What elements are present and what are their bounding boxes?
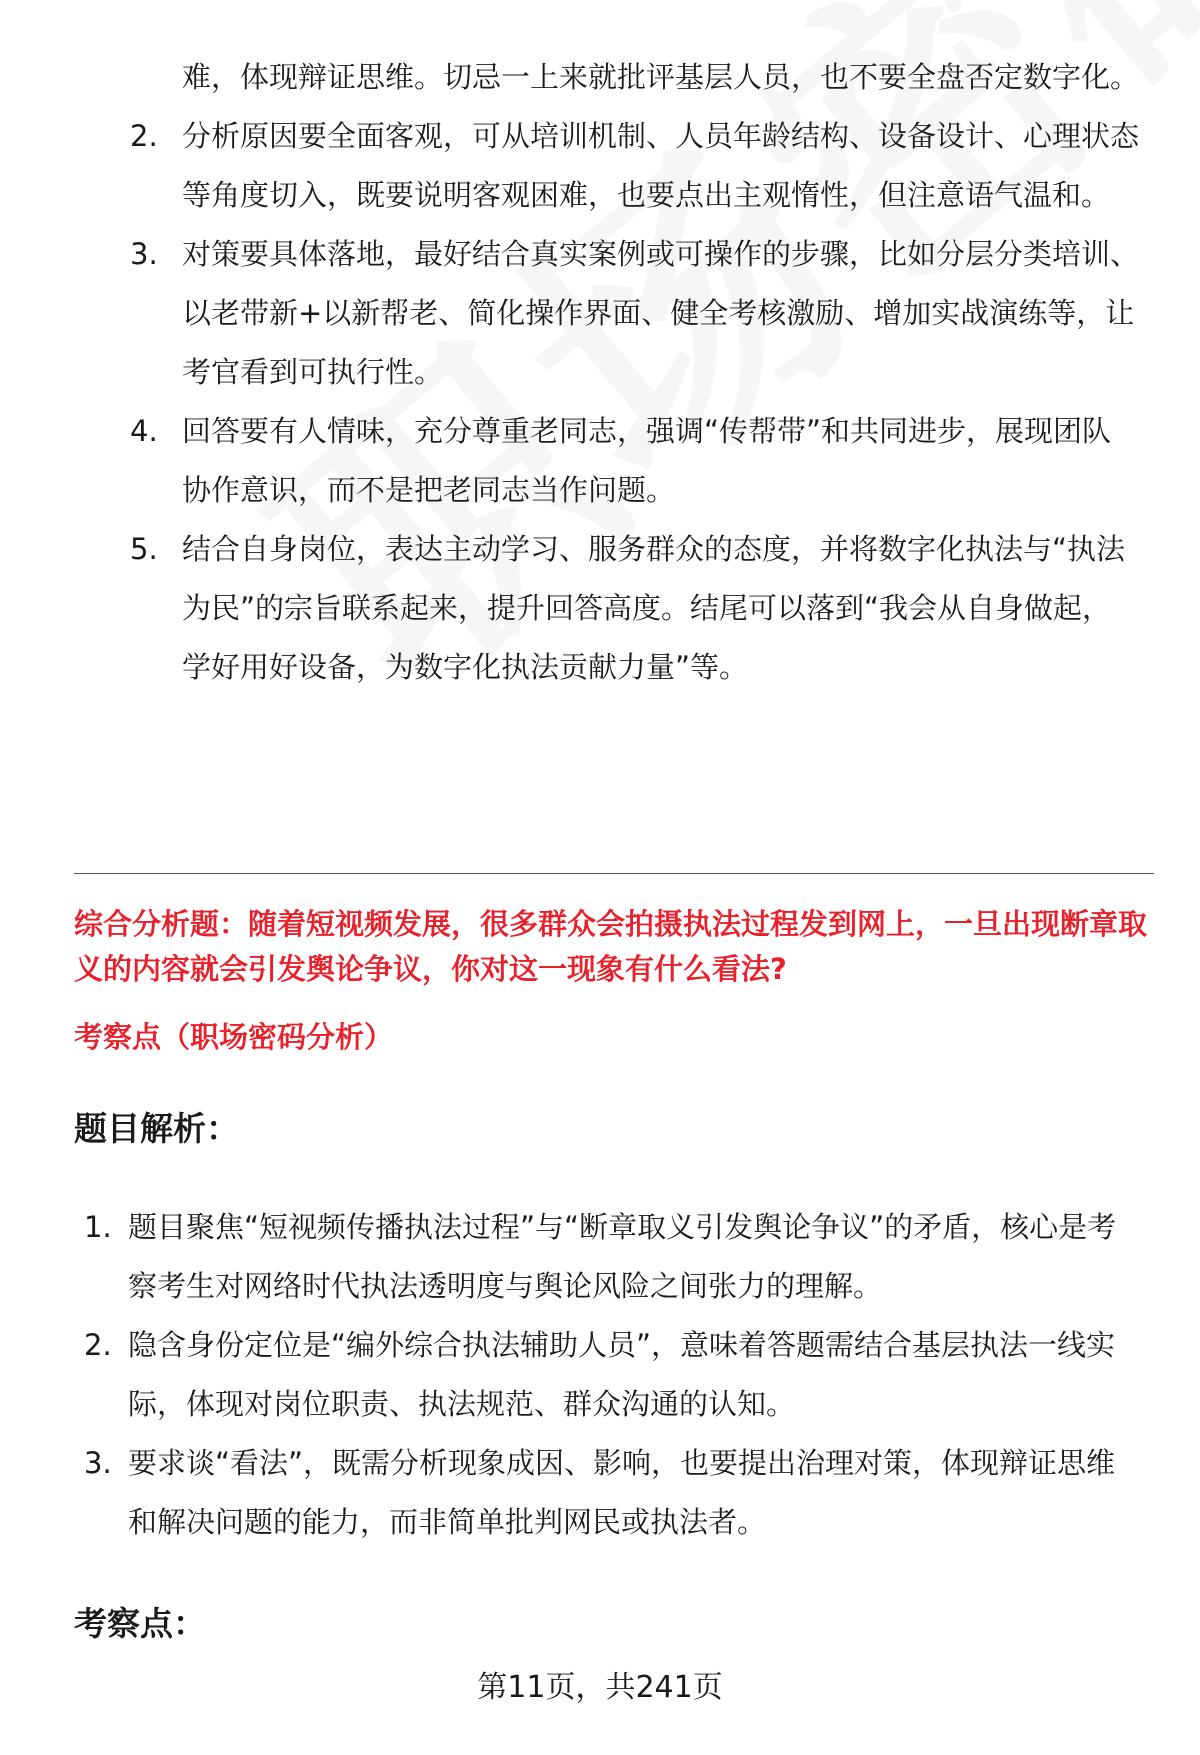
analysis-list: [84, 1198, 1144, 1552]
list-item-number: 3.: [130, 237, 158, 271]
list-item-number: 1.: [84, 1210, 112, 1244]
page-number: 第11页，共241页: [477, 1670, 723, 1705]
list-item-number: 2.: [84, 1328, 112, 1362]
question-title: 综合分析题：随着短视频发展，很多群众会拍摄执法过程发到网上，一旦出现断章取义的内容就会引发舆论争议，你对这一现象有什么看法?: [74, 907, 1148, 986]
list-item: [130, 520, 1140, 697]
list-item-text: 对策要具体落地，最好结合真实案例或可操作的步骤，比如分层分类培训、以老带新+以新帮老、简化操作界面、健全考核激励、增加实战演练等，让考官看到可执行性。: [182, 237, 1140, 389]
list-item-text: 回答要有人情味，充分尊重老同志，强调“传帮带”和共同进步，展现团队协作意识，而不是把老同志当作问题。: [182, 414, 1112, 507]
list-item-text: 隐含身份定位是“编外综合执法辅助人员”，意味着答题需结合基层执法一线实际，体现对岗位职责、执法规范、群众沟通的认知。: [128, 1328, 1116, 1421]
list-item-continuation: 难，体现辩证思维。切忌一上来就批评基层人员，也不要全盘否定数字化。: [182, 60, 1140, 94]
list-item-text: 题目聚焦“短视频传播执法过程”与“断章取义引发舆论争议”的矛盾，核心是考察考生对网络时代执法透明度与舆论风险之间张力的理解。: [128, 1210, 1117, 1303]
tips-list: [130, 48, 1140, 697]
list-item-text: 结合自身岗位，表达主动学习、服务群众的态度，并将数字化执法与“执法为民”的宗旨联系起来，提升回答高度。结尾可以落到“我会从自身做起，学好用好设备，为数字化执法贡献力量”等。: [182, 532, 1126, 684]
list-item: [130, 402, 1140, 520]
list-item: [130, 225, 1140, 402]
list-item-number: 5.: [130, 532, 158, 566]
list-item-text: 分析原因要全面客观，可从培训机制、人员年龄结构、设备设计、心理状态等角度切入，既要说明客观困难，也要点出主观惰性，但注意语气温和。: [182, 119, 1140, 212]
analysis-heading: 题目解析：: [74, 1109, 239, 1148]
section-divider: [74, 873, 1154, 874]
list-item-number: 3.: [84, 1446, 112, 1480]
list-item-number: 4.: [130, 414, 158, 448]
list-item: [84, 1434, 1144, 1552]
points-heading: 考察点：: [74, 1604, 206, 1643]
list-item: [84, 1316, 1144, 1434]
list-item: [84, 1198, 1144, 1316]
list-item: [130, 107, 1140, 225]
list-item-text: 要求谈“看法”，既需分析现象成因、影响，也要提出治理对策，体现辩证思维和解决问题的能力，而非简单批判网民或执法者。: [128, 1446, 1116, 1539]
list-item-number: 2.: [130, 119, 158, 153]
exam-point-label: 考察点（职场密码分析）: [74, 1020, 394, 1054]
